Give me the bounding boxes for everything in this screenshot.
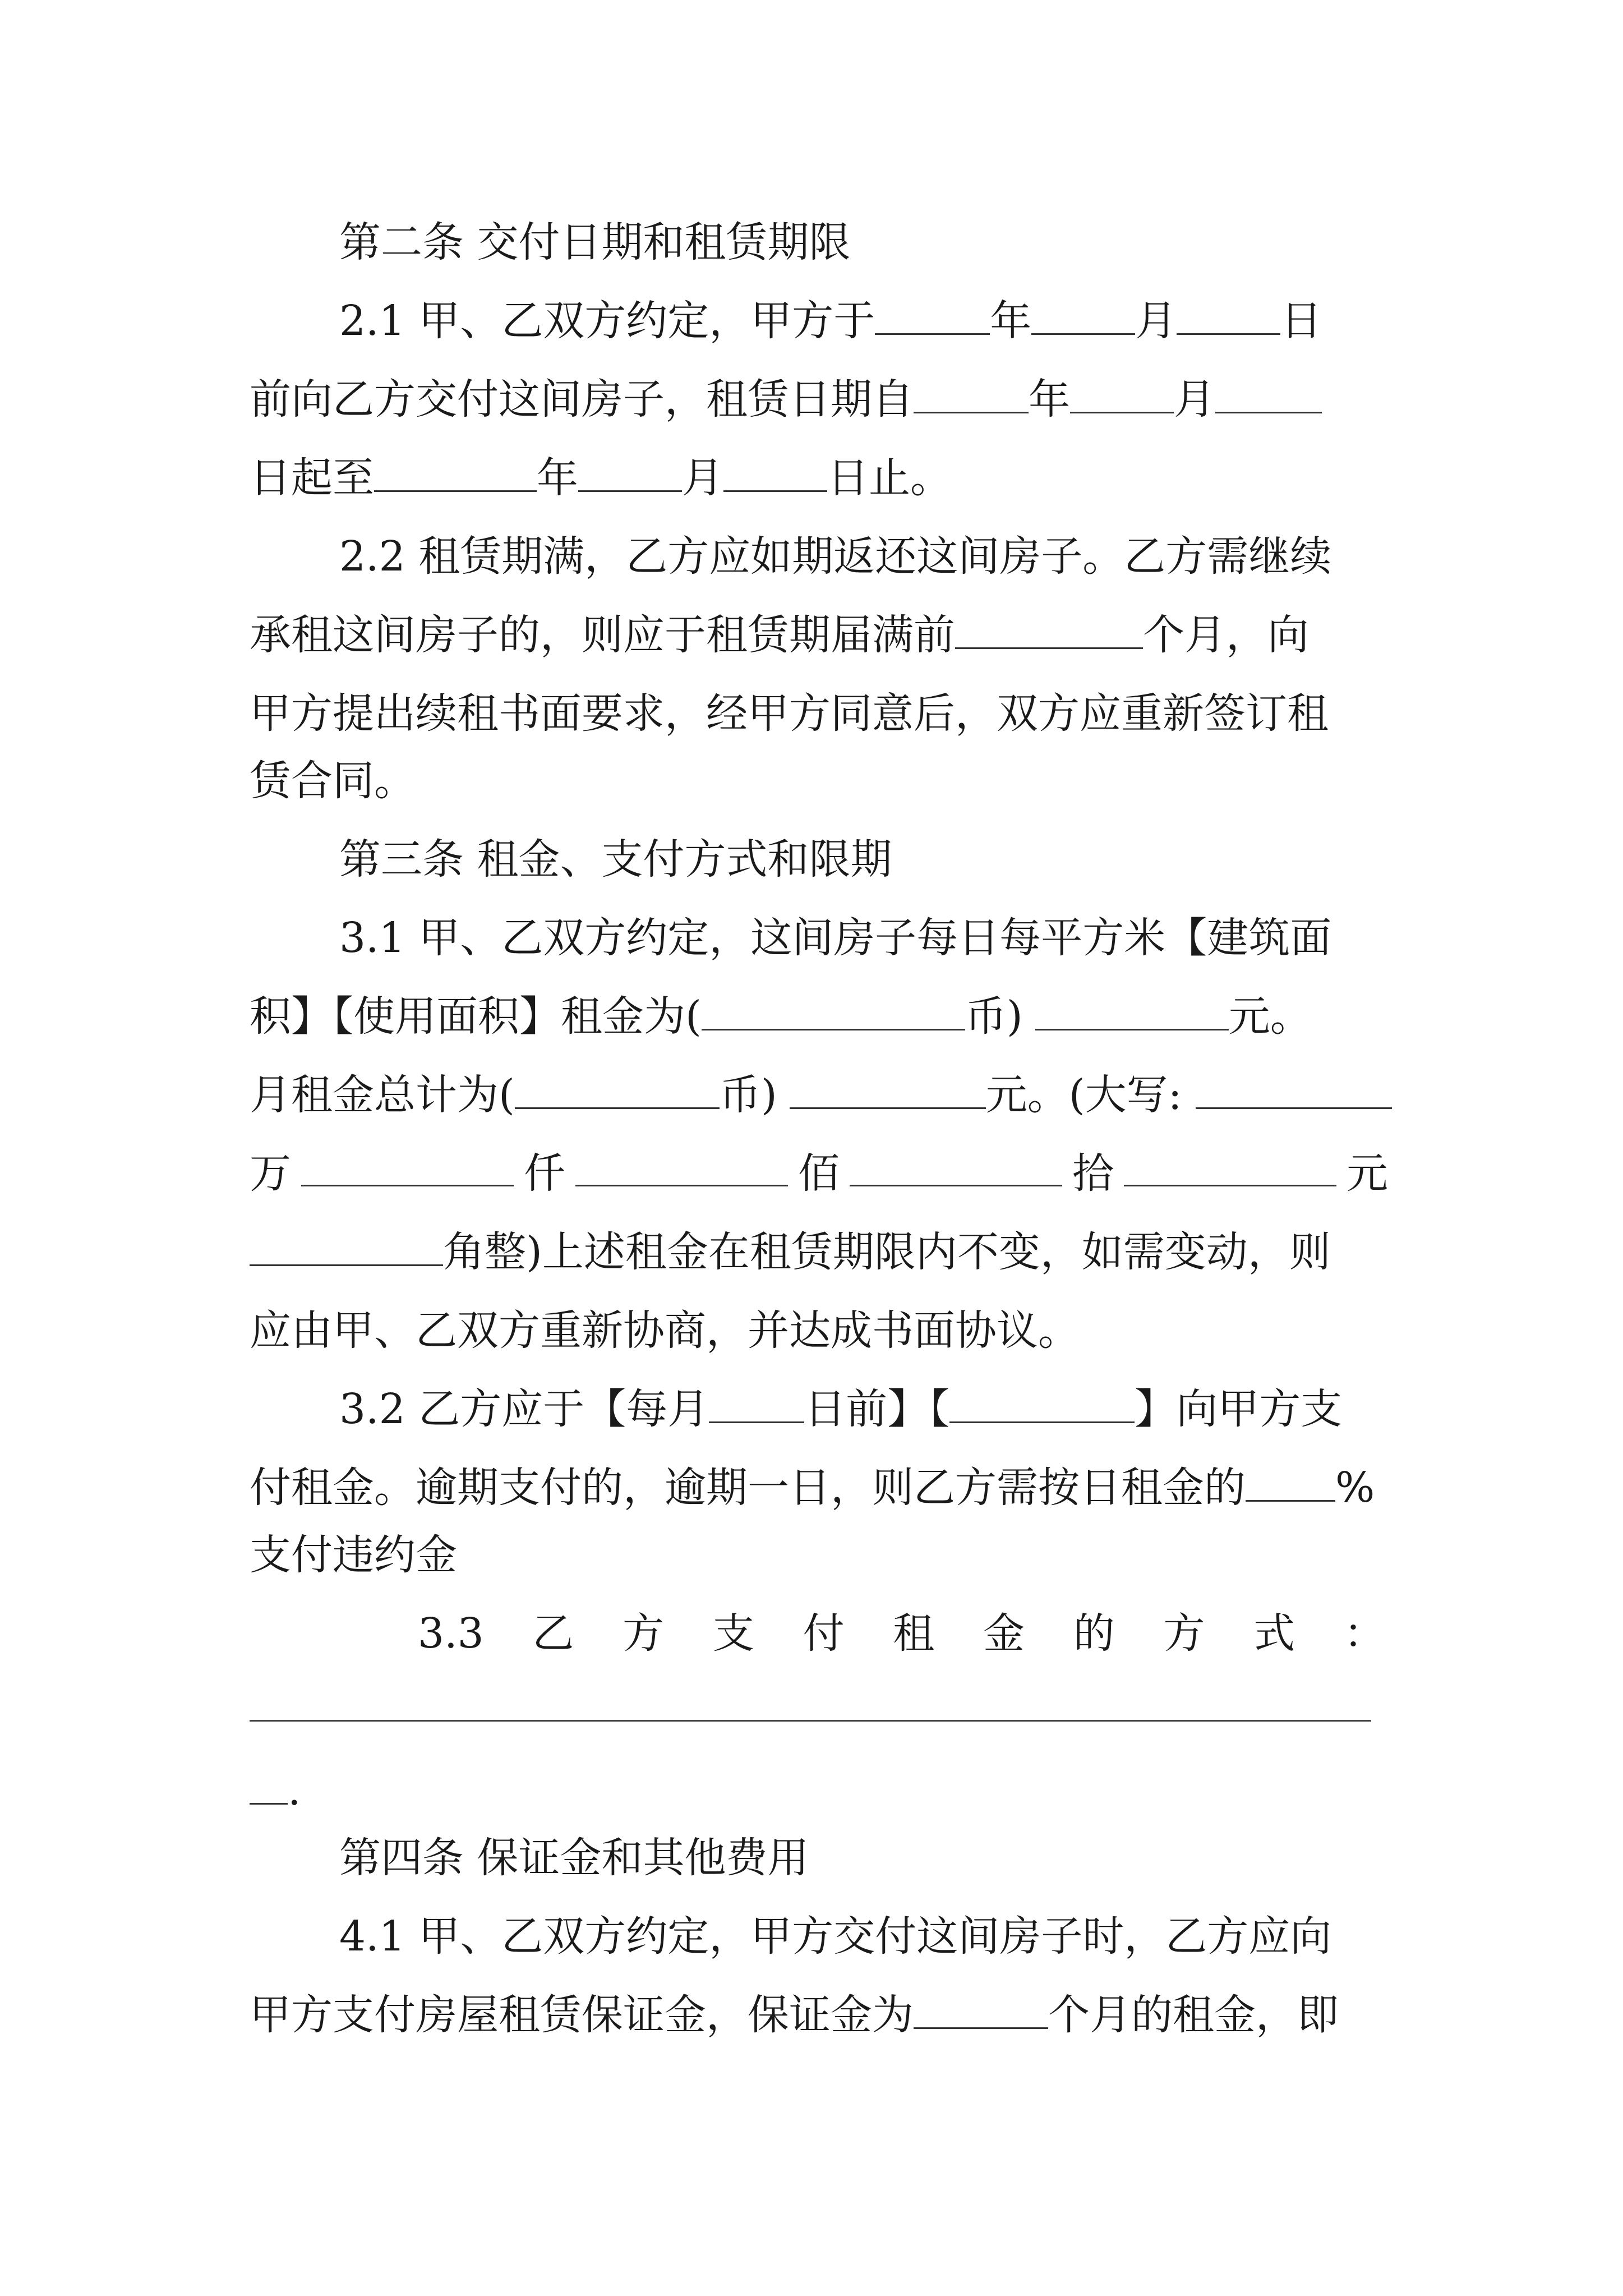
blank-field — [914, 372, 1029, 413]
article-3-heading: 第三条 租金、支付方式和限期 — [339, 835, 892, 884]
blank-field — [723, 451, 827, 492]
blank-field — [955, 608, 1143, 649]
clause-2-1-line-1: 2.1 甲、乙双方约定，甲方于 年 月 日 — [339, 293, 1388, 349]
clause-2-2-line-1: 2.2 租赁期满，乙方应如期返还这间房子。乙方需继续 — [339, 532, 1332, 581]
blank-field — [702, 990, 965, 1030]
payment-method-blank-line — [250, 1720, 1371, 1722]
document-page — [250, 0, 1388, 2296]
blank-field — [914, 1988, 1048, 2029]
clause-2-1-line-3: 日起至 年 月 日止。 — [250, 450, 1388, 506]
blank-field — [1246, 1461, 1335, 1502]
blank-field — [1196, 1068, 1392, 1109]
blank-field — [1124, 1145, 1336, 1186]
clause-4-1-line-2: 甲方支付房屋租赁保证金，保证金为 个月的租金，即 — [250, 1987, 1388, 2043]
blank-field — [250, 1764, 288, 1805]
clause-4-1-line-1: 4.1 甲、乙双方约定，甲方交付这间房子时，乙方应向 — [339, 1912, 1332, 1961]
blank-field — [850, 1145, 1062, 1186]
blank-field — [575, 1145, 788, 1186]
clause-3-3-line-1: 3.3 乙 方 支 付 租 金 的 方 式 ： — [418, 1609, 1385, 1658]
blank-field — [1177, 294, 1280, 335]
clause-3-2-line-2: 付租金。逾期支付的，逾期一日，则乙方需按日租金的 % — [250, 1460, 1388, 1516]
blank-field — [949, 1382, 1135, 1423]
clause-3-1-line-4: 万 仟 佰 拾 元 — [250, 1145, 1388, 1202]
clause-3-2-line-3: 支付违约金 — [250, 1531, 457, 1579]
clause-3-1-line-5: 角整)上述租金在租赁期限内不变，如需变动，则 — [250, 1224, 1388, 1280]
article-4-heading: 第四条 保证金和其他费用 — [339, 1834, 809, 1882]
blank-field — [1070, 372, 1174, 413]
blank-field — [790, 1068, 986, 1109]
clause-3-1-line-2: 积】【使用面积】租金为( 币) 元。 — [250, 988, 1388, 1045]
clause-2-2-line-2: 承租这间房子的，则应于租赁期届满前 个月，向 — [250, 607, 1388, 663]
blank-field — [1215, 372, 1322, 413]
blank-field — [1035, 990, 1229, 1030]
clause-3-1-line-6: 应由甲、乙双方重新协商，并达成书面协议。 — [250, 1306, 1080, 1355]
clause-2-1-line-2: 前向乙方交付这间房子，租赁日期自 年 月 — [250, 371, 1388, 427]
clause-2-2-line-4: 赁合同。 — [250, 757, 416, 805]
clause-3-1-line-3: 月租金总计为( 币) 元。(大写: — [250, 1067, 1388, 1123]
article-2-heading: 第二条 交付日期和租赁期限 — [339, 218, 851, 266]
clause-3-2-line-1: 3.2 乙方应于【每月 日前】【 】向甲方支 — [339, 1381, 1388, 1437]
clause-3-3-line-2: . — [250, 1763, 1388, 1819]
blank-field — [578, 451, 682, 492]
clause-3-1-line-1: 3.1 甲、乙双方约定，这间房子每日每平方米【建筑面 — [339, 914, 1332, 962]
blank-field — [875, 294, 990, 335]
blank-field — [709, 1382, 804, 1423]
blank-field — [250, 1225, 443, 1266]
blank-field — [374, 451, 537, 492]
blank-field — [515, 1068, 720, 1109]
blank-field — [1031, 294, 1135, 335]
clause-2-2-line-3: 甲方提出续租书面要求，经甲方同意后，双方应重新签订租 — [250, 689, 1329, 738]
blank-field — [301, 1145, 514, 1186]
